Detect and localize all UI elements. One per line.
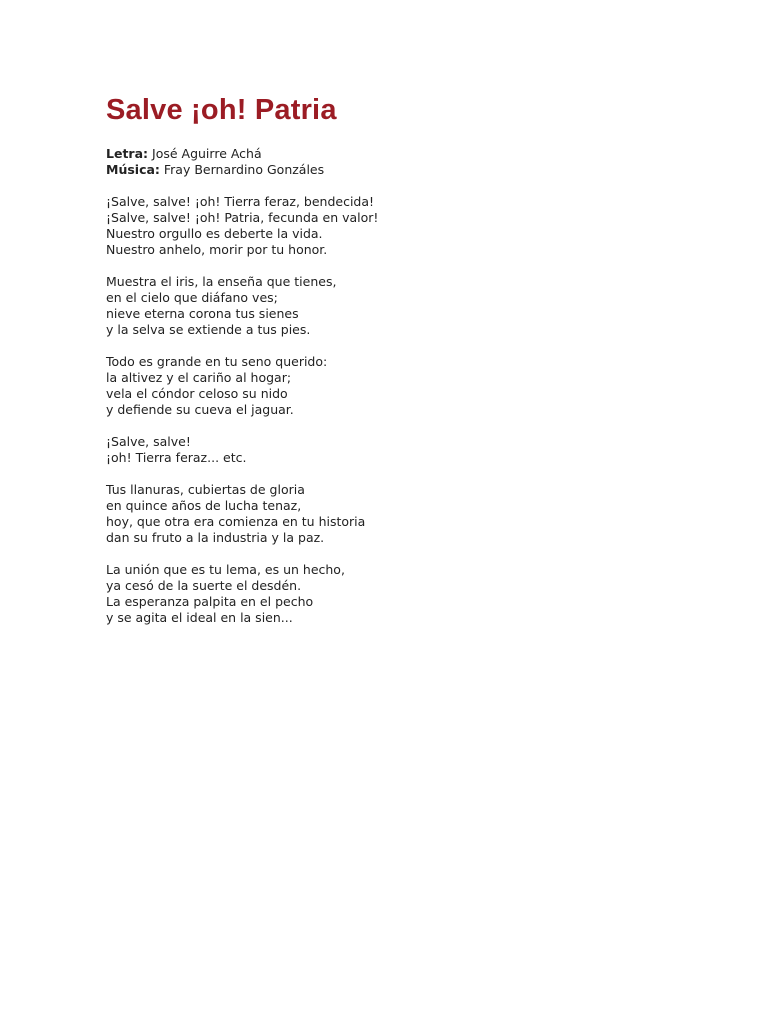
page-title: Salve ¡oh! Patria [106,94,337,126]
credit-music [106,162,666,178]
credit-lyrics [106,146,666,162]
verse-line: y se agita el ideal en la sien... [106,610,293,625]
verse-line: Nuestro orgullo es deberte la vida. [106,226,323,241]
stanza-1 [106,194,666,258]
verse-line: Todo es grande en tu seno querido: [106,354,328,369]
lyrics [106,194,666,626]
verse-line: en el cielo que diáfano ves; [106,290,278,305]
verse-line: Tus llanuras, cubiertas de gloria [106,482,305,497]
verse-line: nieve eterna corona tus sienes [106,306,299,321]
verse-line: ¡Salve, salve! ¡oh! Patria, fecunda en valor! [106,210,379,225]
stanza-5 [106,482,666,546]
verse-line: en quince años de lucha tenaz, [106,498,302,513]
verse-line: La esperanza palpita en el pecho [106,594,314,609]
verse-line: y defiende su cueva el jaguar. [106,402,294,417]
verse-line: ¡Salve, salve! [106,434,191,449]
credit-music-value: Fray Bernardino Gonzáles [163,162,325,177]
stanza-3 [106,354,666,418]
credit-music-label: Música: [106,162,160,177]
verse-line: Nuestro anhelo, morir por tu honor. [106,242,328,257]
stanza-4-refrain [106,434,666,466]
verse-line: Muestra el iris, la enseña que tienes, [106,274,337,289]
credits [106,146,666,178]
credit-lyrics-label: Letra: [106,146,149,161]
verse-line: y la selva se extiende a tus pies. [106,322,311,337]
verse-line: La unión que es tu lema, es un hecho, [106,562,345,577]
verse-line: hoy, que otra era comienza en tu historia [106,514,366,529]
credit-lyrics-value: José Aguirre Achá [152,146,262,161]
verse-line: ¡Salve, salve! ¡oh! Tierra feraz, bendecida! [106,194,375,209]
verse-line: ¡oh! Tierra feraz... etc. [106,450,247,465]
verse-line: vela el cóndor celoso su nido [106,386,288,401]
verse-line: la altivez y el cariño al hogar; [106,370,292,385]
verse-line: dan su fruto a la industria y la paz. [106,530,325,545]
stanza-6 [106,562,666,626]
stanza-2 [106,274,666,338]
document-page [106,92,666,642]
verse-line: ya cesó de la suerte el desdén. [106,578,302,593]
